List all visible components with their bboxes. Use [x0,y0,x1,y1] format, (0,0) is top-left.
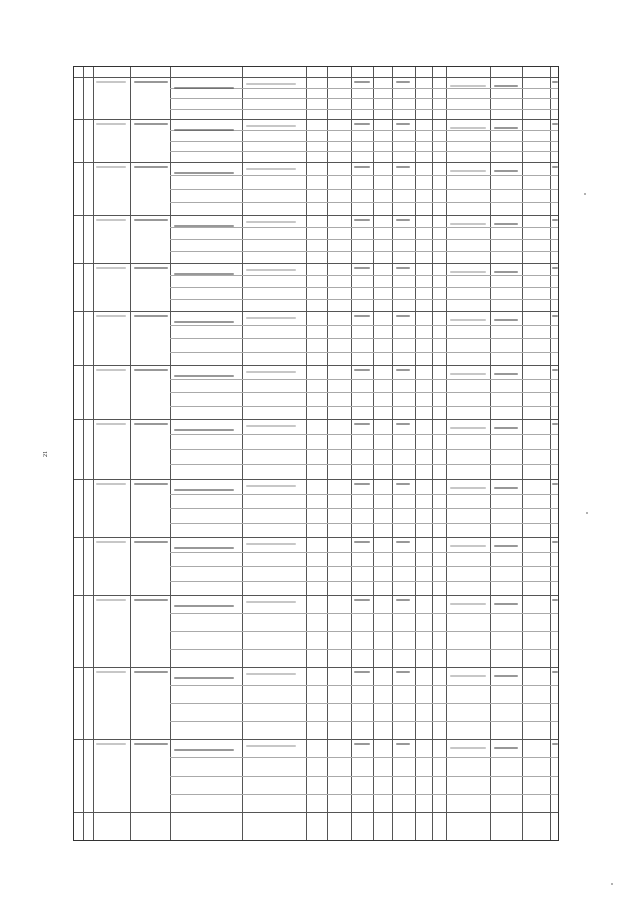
table-row-divider [74,119,558,120]
illegible-cell-text [246,371,296,373]
illegible-cell-text [174,547,234,549]
illegible-cell-text [396,599,410,601]
table-subrow-divider [170,352,558,353]
illegible-cell-text [494,127,518,129]
illegible-cell-text [450,85,486,87]
table-subrow-divider [170,523,558,524]
illegible-cell-text [96,599,126,601]
illegible-cell-text [246,673,296,675]
illegible-cell-text [354,267,370,269]
illegible-cell-text [552,219,558,221]
illegible-cell-text [134,166,168,168]
table-subrow-divider [170,685,558,686]
table-subrow-divider [170,287,558,288]
illegible-cell-text [450,170,486,172]
illegible-cell-text [450,675,486,677]
illegible-cell-text [174,375,234,377]
illegible-cell-text [354,541,370,543]
table-row-divider [74,215,558,216]
table-row-divider [74,667,558,668]
illegible-cell-text [552,599,558,601]
table-subrow-divider [170,464,558,465]
illegible-cell-text [354,671,370,673]
table-subrow-divider [170,508,558,509]
page-number: 21 [43,451,49,457]
illegible-cell-text [450,127,486,129]
illegible-cell-text [494,271,518,273]
illegible-cell-text [246,269,296,271]
illegible-cell-text [450,487,486,489]
illegible-cell-text [246,168,296,170]
illegible-cell-text [134,369,168,371]
scan-speck [611,883,613,885]
illegible-cell-text [396,369,410,371]
illegible-cell-text [174,489,234,491]
illegible-cell-text [246,83,296,85]
illegible-cell-text [174,129,234,131]
table-subrow-divider [170,98,558,99]
illegible-cell-text [174,225,234,227]
illegible-cell-text [450,603,486,605]
illegible-cell-text [174,172,234,174]
table-subrow-divider [170,449,558,450]
table-rows [74,67,558,840]
illegible-cell-text [246,125,296,127]
table-subrow-divider [170,703,558,704]
illegible-cell-text [134,743,168,745]
illegible-cell-text [96,743,126,745]
table-subrow-divider [170,581,558,582]
illegible-cell-text [396,743,410,745]
illegible-cell-text [396,671,410,673]
illegible-cell-text [354,423,370,425]
illegible-cell-text [246,543,296,545]
illegible-cell-text [494,373,518,375]
table-subrow-divider [170,649,558,650]
illegible-cell-text [354,81,370,83]
table-row-divider [74,739,558,740]
table-subrow-divider [170,227,558,228]
illegible-cell-text [96,267,126,269]
illegible-cell-text [174,677,234,679]
illegible-cell-text [134,81,168,83]
table-subrow-divider [170,379,558,380]
illegible-cell-text [96,123,126,125]
illegible-cell-text [96,166,126,168]
table-row-divider [74,263,558,264]
illegible-cell-text [174,273,234,275]
illegible-cell-text [354,369,370,371]
illegible-cell-text [96,81,126,83]
illegible-cell-text [96,315,126,317]
illegible-cell-text [96,541,126,543]
illegible-cell-text [494,747,518,749]
illegible-cell-text [174,87,234,89]
illegible-cell-text [396,483,410,485]
illegible-cell-text [552,671,558,673]
illegible-cell-text [96,219,126,221]
illegible-cell-text [494,319,518,321]
illegible-cell-text [396,315,410,317]
table-row-divider [74,311,558,312]
table-row-divider [74,77,558,78]
illegible-cell-text [354,315,370,317]
illegible-cell-text [134,423,168,425]
table-subrow-divider [170,299,558,300]
illegible-cell-text [494,85,518,87]
illegible-cell-text [494,170,518,172]
illegible-cell-text [396,166,410,168]
illegible-cell-text [96,423,126,425]
data-table [73,66,559,841]
illegible-cell-text [450,427,486,429]
table-subrow-divider [170,151,558,152]
table-subrow-divider [170,434,558,435]
illegible-cell-text [450,747,486,749]
table-subrow-divider [170,566,558,567]
table-row-divider [74,812,558,813]
table-subrow-divider [170,338,558,339]
illegible-cell-text [134,483,168,485]
illegible-cell-text [494,603,518,605]
illegible-cell-text [354,219,370,221]
illegible-cell-text [450,223,486,225]
table-row-divider [74,162,558,163]
table-row-divider [74,595,558,596]
illegible-cell-text [552,123,558,125]
illegible-cell-text [494,427,518,429]
illegible-cell-text [354,123,370,125]
table-subrow-divider [170,552,558,553]
illegible-cell-text [396,267,410,269]
illegible-cell-text [134,315,168,317]
illegible-cell-text [174,749,234,751]
illegible-cell-text [246,485,296,487]
scan-speck [586,512,588,514]
illegible-cell-text [246,221,296,223]
illegible-cell-text [552,541,558,543]
illegible-cell-text [396,423,410,425]
illegible-cell-text [494,675,518,677]
table-row-divider [74,537,558,538]
table-subrow-divider [170,141,558,142]
table-subrow-divider [170,175,558,176]
table-row-divider [74,479,558,480]
illegible-cell-text [450,319,486,321]
illegible-cell-text [174,605,234,607]
illegible-cell-text [246,745,296,747]
scan-speck [584,193,586,195]
illegible-cell-text [134,599,168,601]
table-subrow-divider [170,794,558,795]
illegible-cell-text [174,429,234,431]
illegible-cell-text [354,599,370,601]
illegible-cell-text [134,671,168,673]
table-subrow-divider [170,251,558,252]
table-subrow-divider [170,189,558,190]
illegible-cell-text [354,483,370,485]
illegible-cell-text [552,369,558,371]
table-subrow-divider [170,631,558,632]
illegible-cell-text [494,545,518,547]
table-subrow-divider [170,406,558,407]
illegible-cell-text [450,271,486,273]
table-subrow-divider [170,275,558,276]
table-row-divider [74,419,558,420]
illegible-cell-text [552,166,558,168]
illegible-cell-text [134,219,168,221]
table-subrow-divider [170,494,558,495]
table-subrow-divider [170,613,558,614]
illegible-cell-text [396,541,410,543]
table-subrow-divider [170,239,558,240]
illegible-cell-text [450,545,486,547]
illegible-cell-text [494,223,518,225]
illegible-cell-text [354,166,370,168]
illegible-cell-text [396,219,410,221]
table-subrow-divider [170,325,558,326]
illegible-cell-text [552,423,558,425]
illegible-cell-text [450,373,486,375]
illegible-cell-text [552,81,558,83]
illegible-cell-text [174,321,234,323]
table-subrow-divider [170,109,558,110]
illegible-cell-text [96,671,126,673]
illegible-cell-text [96,483,126,485]
illegible-cell-text [96,369,126,371]
illegible-cell-text [246,425,296,427]
illegible-cell-text [396,81,410,83]
table-subrow-divider [170,776,558,777]
table-subrow-divider [170,721,558,722]
illegible-cell-text [552,315,558,317]
illegible-cell-text [494,487,518,489]
illegible-cell-text [552,483,558,485]
illegible-cell-text [396,123,410,125]
illegible-cell-text [134,541,168,543]
illegible-cell-text [552,743,558,745]
table-subrow-divider [170,392,558,393]
table-subrow-divider [170,757,558,758]
illegible-cell-text [134,267,168,269]
illegible-cell-text [134,123,168,125]
illegible-cell-text [354,743,370,745]
illegible-cell-text [246,601,296,603]
table-subrow-divider [170,202,558,203]
table-row-divider [74,365,558,366]
illegible-cell-text [552,267,558,269]
illegible-cell-text [246,317,296,319]
